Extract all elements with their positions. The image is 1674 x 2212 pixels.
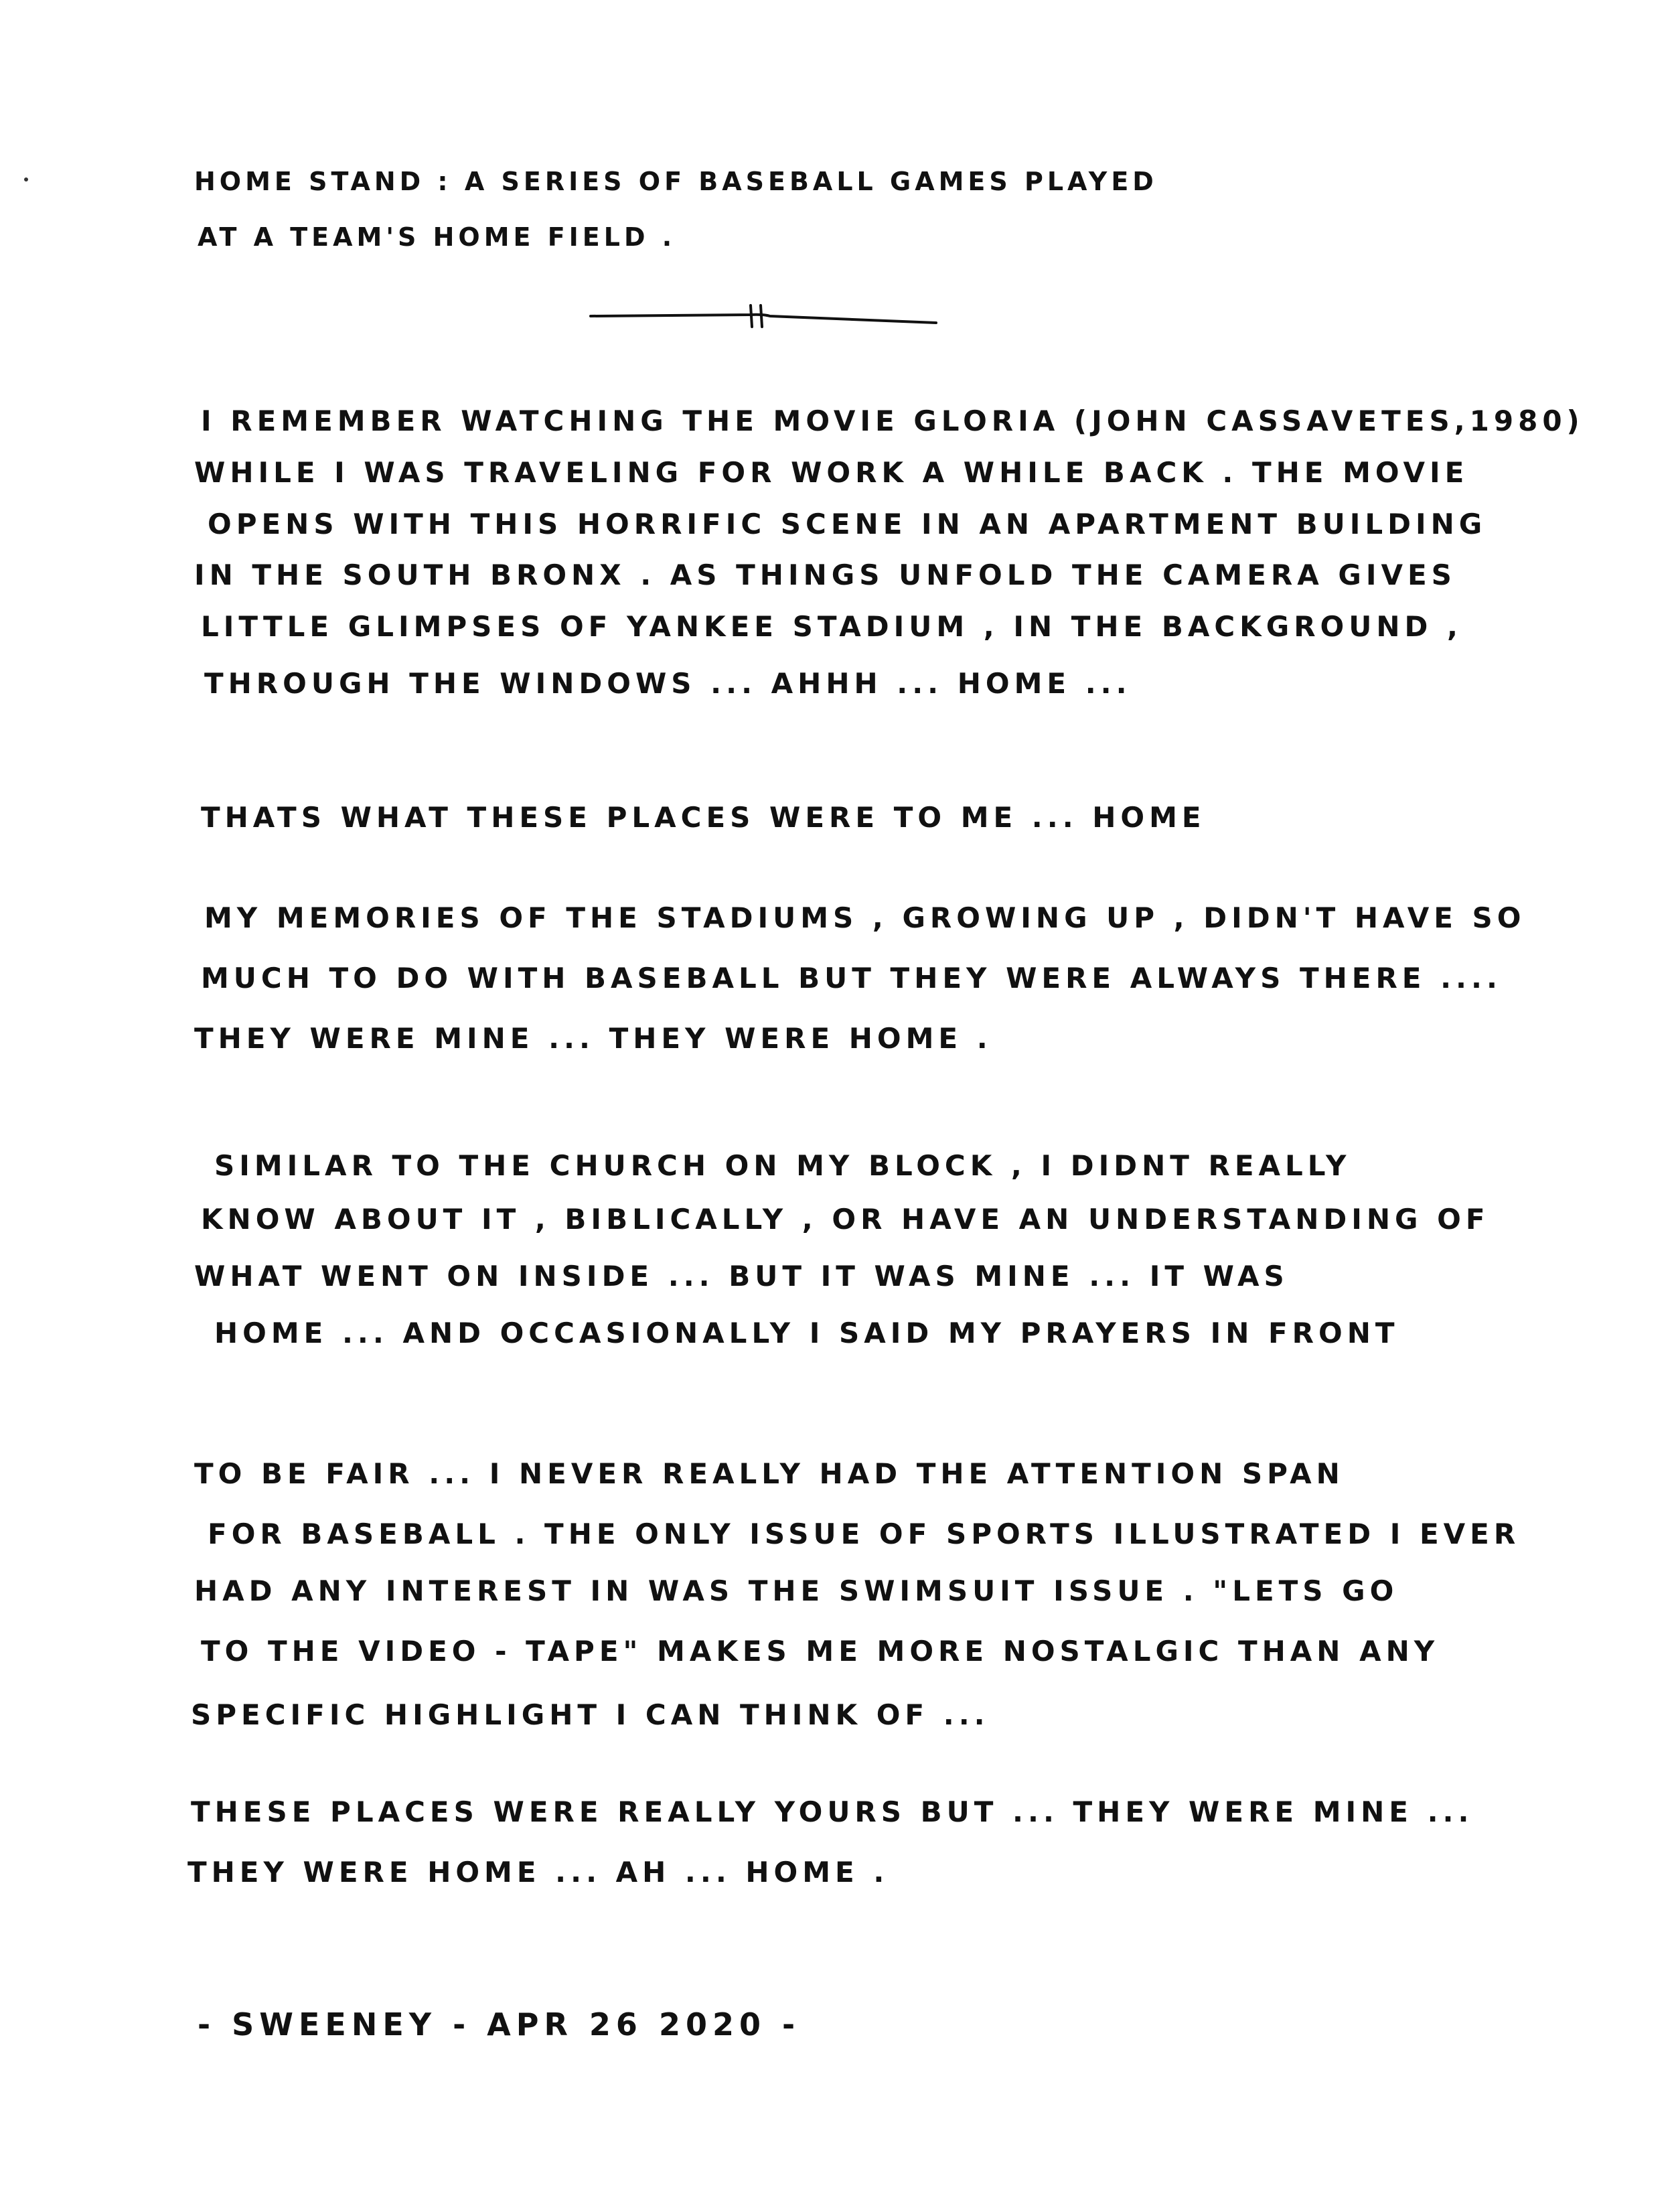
paragraph-1-line-5: LITTLE GLIMPSES OF YANKEE STADIUM , IN THE BACKGROUND , [201,610,1462,643]
definition-line-2: AT A TEAM'S HOME FIELD . [198,222,676,252]
paragraph-5-line-5: SPECIFIC HIGHLIGHT I CAN THINK OF ... [191,1698,990,1731]
paragraph-4-line-2: KNOW ABOUT IT , BIBLICALLY , OR HAVE AN UNDERSTANDING OF [201,1203,1490,1236]
paragraph-1-line-6: THROUGH THE WINDOWS ... AHHH ... HOME ... [204,667,1132,700]
paragraph-6-line-2: THEY WERE HOME ... AH ... HOME . [187,1856,889,1889]
stray-ink-dot [24,177,28,181]
paragraph-3-line-1: MY MEMORIES OF THE STADIUMS , GROWING UP , DIDN'T HAVE SO [204,901,1526,934]
signature-date: - SWEENEY - APR 26 2020 - [198,2006,801,2043]
paragraph-5-line-3: HAD ANY INTEREST IN WAS THE SWIMSUIT ISSUE . "LETS GO [194,1574,1399,1607]
paragraph-1-line-1: I REMEMBER WATCHING THE MOVIE GLORIA (JOHN CASSAVETES,1980) [201,404,1584,437]
paragraph-3-line-3: THEY WERE MINE ... THEY WERE HOME . [194,1022,992,1055]
paragraph-2-line-1: THATS WHAT THESE PLACES WERE TO ME ... HOME [201,801,1206,834]
paragraph-4-line-3: WHAT WENT ON INSIDE ... BUT IT WAS MINE ... IT WAS [194,1260,1289,1293]
paragraph-1-line-3: OPENS WITH THIS HORRIFIC SCENE IN AN APARTMENT BUILDING [208,508,1487,540]
paragraph-4-line-1: SIMILAR TO THE CHURCH ON MY BLOCK , I DIDNT REALLY [214,1149,1351,1182]
section-divider [589,301,937,342]
paragraph-5-line-1: TO BE FAIR ... I NEVER REALLY HAD THE ATTENTION SPAN [194,1457,1345,1490]
paragraph-5-line-4: TO THE VIDEO - TAPE" MAKES ME MORE NOSTALGIC THAN ANY [201,1635,1440,1668]
paragraph-4-line-4: HOME ... AND OCCASIONALLY I SAID MY PRAYERS IN FRONT [214,1317,1399,1349]
paragraph-6-line-1: THESE PLACES WERE REALLY YOURS BUT ... THEY WERE MINE ... [191,1795,1474,1828]
definition-line-1: HOME STAND : A SERIES OF BASEBALL GAMES PLAYED [194,167,1158,196]
paragraph-5-line-2: FOR BASEBALL . THE ONLY ISSUE OF SPORTS ILLUSTRATED I EVER [208,1518,1521,1550]
paragraph-1-line-4: IN THE SOUTH BRONX . AS THINGS UNFOLD THE CAMERA GIVES [194,559,1456,591]
paragraph-3-line-2: MUCH TO DO WITH BASEBALL BUT THEY WERE ALWAYS THERE .... [201,962,1502,994]
paragraph-1-line-2: WHILE I WAS TRAVELING FOR WORK A WHILE BACK . THE MOVIE [194,456,1469,489]
